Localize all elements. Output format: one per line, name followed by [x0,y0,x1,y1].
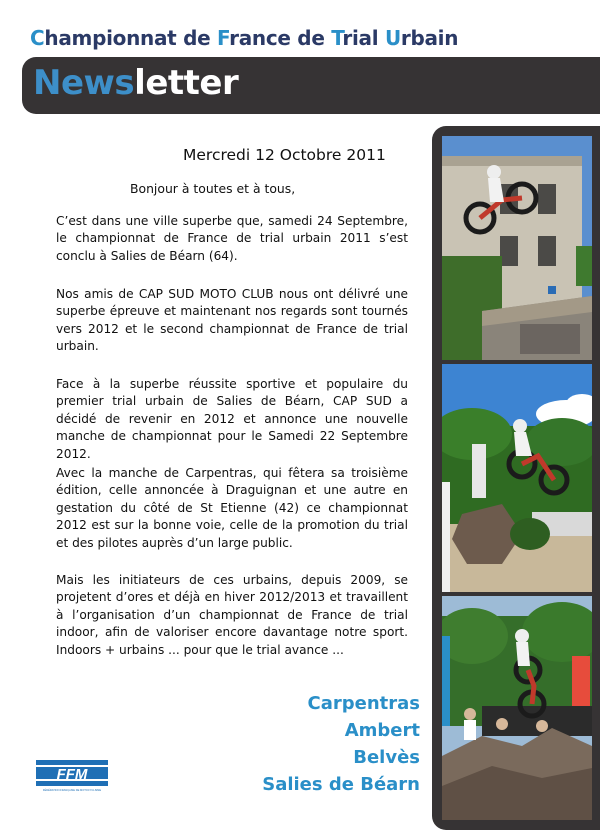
towns-list [262,690,420,798]
newsletter-title [33,63,238,103]
town-belves: Belvès [353,747,420,768]
series-title-initial: U [384,26,401,50]
photo-rider-rocks [442,364,592,592]
series-title-segment: rial [342,26,385,50]
photo-rider-tower [442,136,592,360]
newsletter-title-rest: letter [134,63,239,103]
photo-rider-tower-image [442,136,592,360]
photo-rider-boulders [442,596,592,820]
article-date: Mercredi 12 Octobre 2011 [183,146,386,164]
newsletter-banner [22,57,600,114]
series-title-segment: hampionnat de [44,26,218,50]
article-paragraph-4: Avec la manche de Carpentras, qui fêtera sa troisième édition, celle annoncée à Draguignan et une autre en gestation du côté de St Etienne (42) ce championnat 2012 est sur la bonne voie, celle de la promotion du trial et des pilotes auprès d’un large public. [56,466,408,550]
series-title-segment: rance de [229,26,332,50]
ffm-logo-tagline: FÉDÉRATION FRANÇAISE DE MOTOCYCLISME [42,789,102,792]
ffm-logo [36,760,108,794]
article-paragraph-3: Face à la superbe réussite sportive et populaire du premier trial urbain de Salies de Béarn, CAP SUD a décidé de revenir en 2012 et annonce une nouvelle manche de championnat pour le Samedi 22 Septembre 2012. [56,377,408,461]
newsletter-title-highlight: News [33,63,135,103]
article-paragraph-5: Mais les initiateurs de ces urbains, depuis 2009, se projetent d’ores et déjà en hiver 2012/2013 et travaillent à l’organisation d’un championnat de France de trial indoor, afin de valoriser encore davantage notre sport. Indoors + urbains ... pour que le trial avance ... [56,573,408,657]
town-carpentras: Carpentras [307,693,420,714]
town-salies-de-bearn: Salies de Béarn [262,774,420,795]
photo-column [432,126,600,830]
photo-rider-rocks-image [442,364,592,592]
article-paragraph-2: Nos amis de CAP SUD MOTO CLUB nous ont délivré une superbe épreuve et maintenant nos regards sont tournés vers 2012 et le second championnat de France de trial urbain. [56,287,408,354]
series-title-initial: C [30,26,45,50]
article-paragraph-1: C’est dans une ville superbe que, samedi 24 Septembre, le championnat de France de trial urbain 2011 s’est conclu à Salies de Béarn (64). [56,214,408,263]
series-title-segment: rbain [400,26,459,50]
article-greeting: Bonjour à toutes et à tous, [130,181,296,196]
series-title-initial: T [331,26,343,50]
town-ambert: Ambert [344,720,420,741]
series-title [30,26,458,50]
ffm-logo-text: FFM [56,766,88,783]
series-title-initial: F [217,26,230,50]
photo-rider-boulders-image [442,596,592,820]
